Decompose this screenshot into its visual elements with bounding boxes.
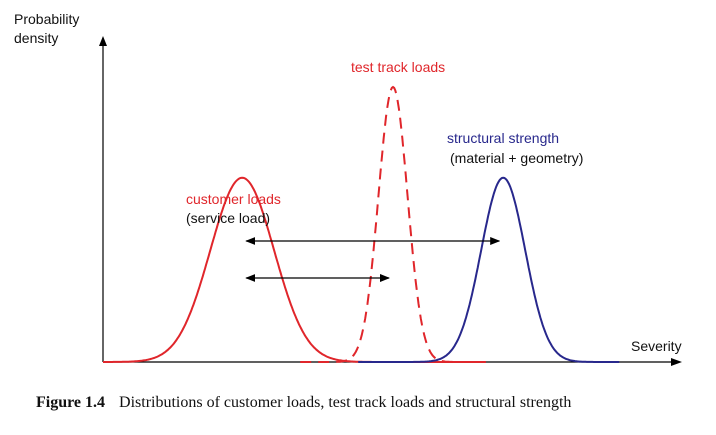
- customer-loads-label: customer loads: [186, 191, 281, 207]
- structural-strength-label: structural strength: [447, 130, 560, 146]
- figure-number: Figure 1.4: [36, 394, 106, 411]
- customer-loads-curve: [103, 178, 486, 362]
- y-axis-arrowhead: [99, 36, 107, 46]
- test-track-loads-curve: [300, 87, 486, 362]
- figure-caption-text: Distributions of customer loads, test track loads and structural strength: [119, 394, 572, 411]
- customer-loads-sublabel: (service load): [186, 210, 271, 226]
- x-axis-label: Severity: [631, 338, 682, 354]
- x-axis-arrowhead: [671, 358, 682, 366]
- y-axis-label-line2: density: [14, 30, 59, 46]
- y-axis-label-line1: Probability: [14, 11, 80, 27]
- structural-strength-curve: [358, 178, 619, 362]
- test-track-label: test track loads: [351, 59, 446, 75]
- structural-strength-sublabel: (material + geometry): [450, 150, 584, 166]
- figure-caption: [36, 394, 571, 412]
